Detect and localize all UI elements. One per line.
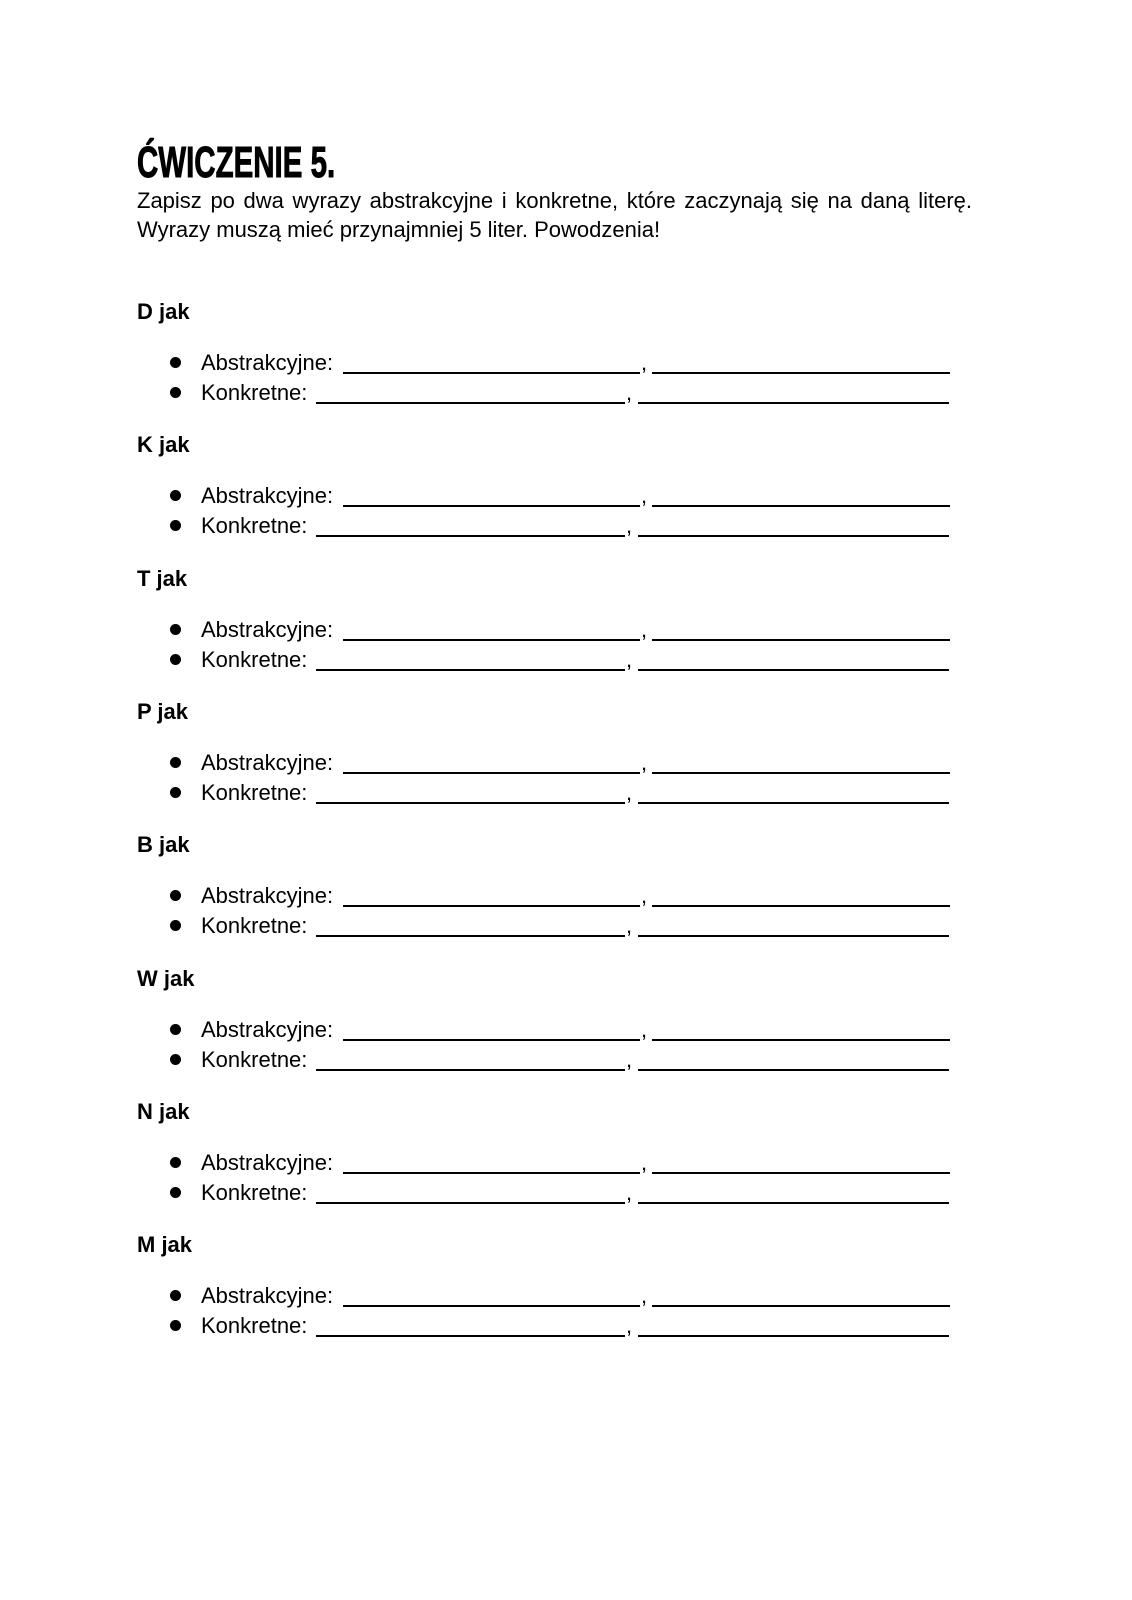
letter-section-m: [0, 1230, 1132, 1363]
answer-blank: [638, 402, 949, 404]
bullet-icon: [170, 1054, 181, 1065]
bullet-icon: [170, 1024, 181, 1035]
answer-blank: [316, 669, 625, 671]
answer-blank: [343, 639, 640, 641]
concrete-label: Konkretne:: [201, 1313, 308, 1339]
answer-blank: [652, 772, 950, 774]
concrete-words-row: [0, 911, 1132, 940]
answer-blank: [316, 1335, 625, 1337]
abstract-label: Abstrakcyjne:: [201, 483, 334, 509]
section-heading: D jak: [137, 298, 190, 324]
blank-separator: ,: [626, 513, 633, 539]
concrete-label: Konkretne:: [201, 1046, 308, 1072]
abstract-words-row: [0, 348, 1132, 377]
answer-blank: [638, 802, 949, 804]
blank-separator: ,: [626, 1179, 633, 1205]
answer-blank: [316, 1069, 625, 1071]
abstract-label: Abstrakcyjne:: [201, 349, 334, 375]
concrete-label: Konkretne:: [201, 913, 308, 939]
abstract-words-row: [0, 748, 1132, 777]
concrete-label: Konkretne:: [201, 1179, 308, 1205]
answer-blank: [343, 772, 640, 774]
abstract-words-row: [0, 481, 1132, 510]
instructions-text: Zapisz po dwa wyrazy abstrakcyjne i konkretne, które zaczynają się na daną literę. Wyrazy muszą mieć przynajmniej 5 liter. Powodzenia!: [137, 188, 972, 242]
letter-section-p: [0, 697, 1132, 830]
abstract-words-row: [0, 615, 1132, 644]
answer-blank: [638, 1069, 949, 1071]
section-heading: N jak: [137, 1098, 190, 1124]
concrete-words-row: [0, 511, 1132, 540]
abstract-label: Abstrakcyjne:: [201, 616, 334, 642]
concrete-words-row: [0, 378, 1132, 407]
bullet-icon: [170, 490, 181, 501]
abstract-words-row: [0, 1015, 1132, 1044]
abstract-label: Abstrakcyjne:: [201, 1283, 334, 1309]
answer-blank: [652, 1172, 950, 1174]
bullet-icon: [170, 1157, 181, 1168]
answer-blank: [652, 1039, 950, 1041]
blank-separator: ,: [626, 779, 633, 805]
bullet-icon: [170, 1320, 181, 1331]
answer-blank: [652, 505, 950, 507]
section-heading: K jak: [137, 432, 190, 458]
page-title: ĆWICZENIE 5.: [137, 138, 336, 187]
answer-blank: [652, 639, 950, 641]
letter-section-b: [0, 830, 1132, 963]
answer-blank: [638, 1335, 949, 1337]
answer-blank: [316, 1202, 625, 1204]
answer-blank: [638, 669, 949, 671]
section-heading: B jak: [137, 832, 190, 858]
bullet-icon: [170, 1187, 181, 1198]
abstract-label: Abstrakcyjne:: [201, 749, 334, 775]
section-heading: T jak: [137, 565, 188, 591]
letter-section-k: [0, 430, 1132, 563]
answer-blank: [652, 372, 950, 374]
abstract-words-row: [0, 1148, 1132, 1177]
letter-sections: [0, 297, 1132, 1364]
answer-blank: [343, 1305, 640, 1307]
blank-separator: ,: [641, 1016, 648, 1042]
section-heading: P jak: [137, 698, 188, 724]
blank-separator: ,: [641, 749, 648, 775]
answer-blank: [343, 372, 640, 374]
concrete-label: Konkretne:: [201, 646, 308, 672]
blank-separator: ,: [626, 913, 633, 939]
concrete-words-row: [0, 1045, 1132, 1074]
concrete-label: Konkretne:: [201, 379, 308, 405]
answer-blank: [652, 905, 950, 907]
bullet-icon: [170, 654, 181, 665]
bullet-icon: [170, 890, 181, 901]
concrete-label: Konkretne:: [201, 513, 308, 539]
section-heading: M jak: [137, 1232, 193, 1258]
answer-blank: [316, 802, 625, 804]
concrete-words-row: [0, 778, 1132, 807]
letter-section-w: [0, 964, 1132, 1097]
blank-separator: ,: [626, 1046, 633, 1072]
concrete-label: Konkretne:: [201, 779, 308, 805]
abstract-words-row: [0, 1281, 1132, 1310]
bullet-icon: [170, 624, 181, 635]
answer-blank: [316, 935, 625, 937]
abstract-label: Abstrakcyjne:: [201, 1016, 334, 1042]
bullet-icon: [170, 1290, 181, 1301]
answer-blank: [343, 1039, 640, 1041]
blank-separator: ,: [626, 379, 633, 405]
bullet-icon: [170, 787, 181, 798]
bullet-icon: [170, 387, 181, 398]
blank-separator: ,: [641, 483, 648, 509]
abstract-label: Abstrakcyjne:: [201, 883, 334, 909]
answer-blank: [638, 1202, 949, 1204]
answer-blank: [316, 402, 625, 404]
blank-separator: ,: [626, 1313, 633, 1339]
letter-section-t: [0, 564, 1132, 697]
concrete-words-row: [0, 1311, 1132, 1340]
bullet-icon: [170, 520, 181, 531]
answer-blank: [343, 905, 640, 907]
bullet-icon: [170, 357, 181, 368]
blank-separator: ,: [641, 349, 648, 375]
answer-blank: [638, 935, 949, 937]
bullet-icon: [170, 920, 181, 931]
blank-separator: ,: [626, 646, 633, 672]
abstract-words-row: [0, 881, 1132, 910]
answer-blank: [343, 505, 640, 507]
abstract-label: Abstrakcyjne:: [201, 1149, 334, 1175]
letter-section-n: [0, 1097, 1132, 1230]
blank-separator: ,: [641, 616, 648, 642]
answer-blank: [638, 535, 949, 537]
section-heading: W jak: [137, 965, 195, 991]
letter-section-d: [0, 297, 1132, 430]
concrete-words-row: [0, 645, 1132, 674]
blank-separator: ,: [641, 883, 648, 909]
bullet-icon: [170, 757, 181, 768]
blank-separator: ,: [641, 1283, 648, 1309]
blank-separator: ,: [641, 1149, 648, 1175]
answer-blank: [316, 535, 625, 537]
answer-blank: [343, 1172, 640, 1174]
concrete-words-row: [0, 1178, 1132, 1207]
answer-blank: [652, 1305, 950, 1307]
